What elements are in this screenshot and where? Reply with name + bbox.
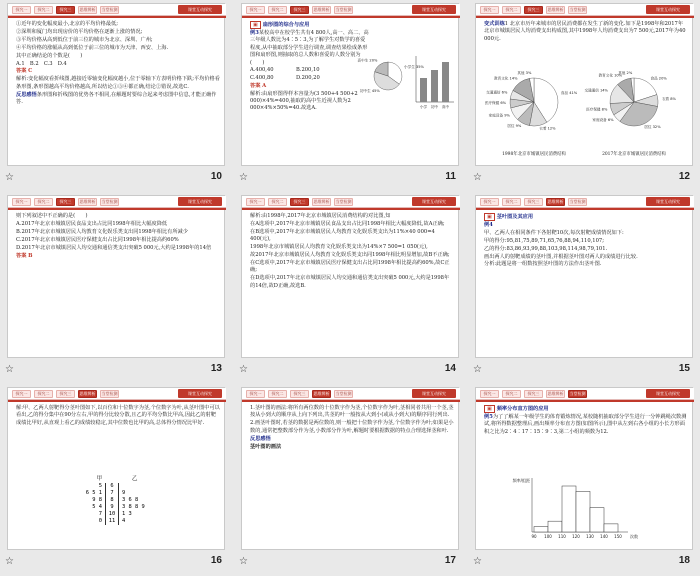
pie-2017-label: 居住 32% [644,125,661,130]
stem-leaf-row [68,483,145,490]
tab-5[interactable]: 当堂检测 [101,391,118,396]
star-icon[interactable]: ☆ [239,172,248,183]
page-number: 10 [210,171,222,182]
text-line: 在B选项中,2017年北京市城镇居民人均教育文化娱乐类支出为11%×40 000=4 400(元), [250,228,435,243]
pie-1998-label: 交通通信 6% [486,90,508,95]
nav-tabs [12,6,119,14]
answer: 答案 C [16,68,33,75]
slide-canvas[interactable] [241,195,459,358]
pie-1998-label: 食品 41% [560,91,578,96]
stem-leaf-right: 9 [122,490,126,496]
slide-footer [234,168,466,188]
text-line: 甲的得分:95,81,75,89,71,65,76,88,94,110,107; [484,237,604,244]
nav-tabs [246,198,353,206]
brand-button[interactable]: 课堂互动探究 [412,197,456,206]
page-number: 12 [678,171,690,182]
star-icon[interactable]: ☆ [473,172,482,183]
text-line: 则下列叙述中不正确的是( ) [16,213,88,219]
analysis-text: 解析:变化幅度看折线图,越接近零轴变化幅度越小,位于零轴下方表明价格下跌;平均价格看条形图,条形图越高平均价格越高,所以结论①③④都正确,结论②错误,故选C. [16,76,220,90]
slide-canvas[interactable] [241,3,459,166]
option-4: D.200,20 [296,74,320,81]
text-line: ④平均价格的涨幅从高到低位于前三位的城市为天津、西安、上海. [16,44,169,51]
slide-content [484,21,688,44]
slide-footer [0,360,232,380]
tab-3[interactable]: 探究三 [524,390,543,398]
bar [420,78,427,102]
tab-2[interactable]: 探究二 [34,198,53,206]
pie-1998-label: 医疗保健 6% [484,100,507,105]
tab-2[interactable]: 探究二 [34,390,53,398]
section-heading [250,21,370,29]
slide-content [484,213,688,269]
tab-4[interactable]: 思维辨析 [547,391,564,396]
brand-button[interactable]: 课堂互动探究 [412,5,456,14]
example-paragraph [484,21,688,43]
brand-button[interactable]: 课堂互动探究 [412,389,456,398]
slide-content [16,405,220,428]
pie-label: 初中生 45% [359,89,380,94]
stem-leaf-row [68,490,145,497]
example-text: 为了了解某一年级学生的体育锻炼情况,某校随机抽取部分学生进行一分钟跳绳次数测试,将所得数据整理后,画出频率分布直方图(如图所示),图中从左到右各小组的小长方形面积之比为2∶4∶17∶15∶9∶3,第二小组的频数为12. [484,413,687,435]
page-number: 18 [678,555,690,566]
analysis [16,76,220,91]
slide-topbar [242,196,460,208]
star-icon[interactable]: ☆ [239,364,248,375]
text-line: B.2017年北京市城镇居民人均教育文化娱乐类支出同1998年相比有所减少 [16,228,188,235]
tab-5[interactable]: 当堂检测 [569,391,586,396]
slide-topbar [8,388,226,400]
stem-leaf-left: 6 5 1 [85,490,102,496]
tab-3[interactable]: 探究三 [524,6,543,14]
section-heading [484,213,688,221]
stem-leaf-row [68,504,145,511]
page-number: 15 [678,363,690,374]
reflection-head: 茎叶图的画法 [250,443,282,450]
slide-footer [0,552,232,572]
hist-tick-label: 120 [572,534,580,539]
slide-topbar [476,196,694,208]
hist-bar [590,508,604,532]
chart-svg [357,42,456,112]
stem-leaf-stem: 8 [105,497,119,504]
nav-tabs [246,6,353,14]
example-paragraph [484,414,688,436]
stem-leaf-stem: 9 [105,504,119,511]
star-icon[interactable]: ☆ [5,364,14,375]
slide-13 [0,192,232,384]
slide-12 [468,0,700,192]
example-title: 例5 [484,413,493,420]
analysis [250,91,370,113]
hist-tick-label: 90 [531,534,537,539]
hist-tick-label: 110 [558,534,566,539]
slide-content [16,213,220,260]
analysis-text: 分析:此题是将一组数按照茎叶图的方法作出茎叶图. [484,261,602,268]
text-line: 2.画茎叶图时,若茎的数据是两位数的,则一般把十位数字作为茎,个位数字作为叶;如果是小数的,通常把整数部分作为茎,小数部分作为叶,解题时要根据数据的特点合理选择茎和叶. [250,420,454,434]
example-title: 例3 [250,29,259,36]
slide-topbar [8,4,226,16]
stem-leaf-left: 0 [98,518,102,524]
text-line: 在A选项中,2017年北京市城镇居民食品支出占比同1998年相比大幅度降低,故A正确; [250,220,445,227]
stem-leaf-right: 1 3 [122,511,132,517]
option-3: C.400,80 [250,74,274,81]
slide-footer [234,360,466,380]
slide-content [484,405,688,437]
bar-category-label: 初中 [430,105,439,109]
slide-18 [468,384,700,576]
nav-tabs [480,6,587,14]
answer: 答案 B [16,252,33,259]
page-number: 17 [444,555,456,566]
pie-2017-label: 家庭设备 6% [592,118,614,123]
stem-leaf-row [68,518,145,525]
bar [442,62,449,102]
reflection-title: 反思感悟 [250,435,271,442]
slide-canvas[interactable] [475,3,693,166]
section-heading-text: 扇形图的综合与应用 [262,22,310,28]
tab-4[interactable]: 思维辨析 [79,391,96,396]
stem-leaf-plot [68,476,145,525]
brand-button[interactable]: 课堂互动探究 [646,5,690,14]
pie-2017-label: 教育文化 10% [598,73,623,78]
example-text: 1 北京市历年来城市的居民消费都在发生了新的变化.如下是1998年和2017年北京市城镇居民人均消费支出构成图,其中1998年人均消费支出为7 500元,2017年为40 000元. [484,21,686,42]
text-line: 其中正确结论的个数是( ) [16,52,83,59]
text-line: C.2017年北京市城镇居民医疗保健支出占比同1998年相比提高约60% [16,236,179,243]
section-icon: ▣ [484,213,495,221]
tab-5[interactable]: 当堂检测 [569,199,586,204]
slide-topbar [476,4,694,16]
tab-4[interactable]: 思维辨析 [79,199,96,204]
reflection-title: 反思感悟 [16,91,37,98]
header-divider [8,208,226,210]
hist-bar [604,524,618,532]
tab-1[interactable]: 探究一 [480,6,499,14]
tab-3[interactable]: 探究三 [56,198,75,206]
tab-3[interactable]: 探究三 [524,198,543,206]
analysis [484,261,688,268]
section-heading-text: 频率分布直方图的应用 [496,406,549,412]
stem-leaf-left: 5 4 [92,504,102,510]
tab-1[interactable]: 探究一 [480,198,499,206]
tab-2[interactable]: 探究二 [502,198,521,206]
text-line: 1.茎叶图的画法:将所有两位数的十位数字作为茎,个位数字作为叶,茎相同者共用一个茎,茎按从小到大的顺序从上向下列出,共茎的叶一般按从大到小(或从小到大)的顺序同行列出. [250,405,454,419]
slide-footer [468,552,700,572]
stem-leaf-right-header: 乙 [132,476,138,482]
tab-1[interactable]: 探究一 [12,198,31,206]
tab-4[interactable]: 思维辨析 [313,199,330,204]
page-number: 16 [210,555,222,566]
slide-footer [468,168,700,188]
bar-category-label: 高中 [441,105,450,109]
brand-button[interactable]: 课堂互动探究 [646,389,690,398]
stem-leaf-right: 3 8 8 9 [122,504,145,510]
header-divider [242,16,460,18]
stem-leaf-header [68,476,145,483]
tab-1[interactable]: 探究一 [480,390,499,398]
slide-content [250,213,454,291]
hist-tick-label: 140 [600,534,608,539]
stem-leaf-row [68,497,145,504]
pie-2017-label: 食品 20% [650,76,667,81]
text-line: 乙的得分:83,86,93,99,88,103,98,114,98,79,101. [484,245,608,252]
reflection [250,436,454,443]
tab-5[interactable]: 当堂检测 [335,199,352,204]
header-divider [8,16,226,18]
slide-footer [0,168,232,188]
answer: 答案 A [250,82,267,89]
page-number: 11 [445,171,456,182]
hist-ylabel: 频率/组距 [512,478,530,483]
hist-bar [534,527,548,532]
pie-2017-label: 医疗保健 8% [586,107,608,112]
tab-5[interactable]: 当堂检测 [101,7,118,12]
text-line: A.1 B.2 C.3 D.4 [16,60,67,67]
star-icon[interactable]: ☆ [5,556,14,567]
consumption-charts-svg [484,60,688,160]
hist-tick-label: 150 [614,534,622,539]
tab-3[interactable]: 探究三 [290,390,309,398]
hist-xlabel: 次数 [630,534,638,539]
pie-2017-caption: 2017年北京市城镇居民消费结构 [602,152,666,157]
stem-leaf-left-header: 甲 [96,476,102,482]
tab-2[interactable]: 探究二 [502,390,521,398]
reflection-text: 条形图和折线图的优势各不相同,在解题时要综合起来考虑图中信息,才能正确作答. [16,91,217,106]
tab-4[interactable]: 思维辨析 [79,7,96,12]
tab-1[interactable]: 探究一 [12,390,31,398]
stem-leaf-stem: 6 [105,483,119,490]
slide-15 [468,192,700,384]
example-paragraph [250,30,370,67]
section-heading [484,405,688,413]
pie-1998-label: 其他 3% [517,71,532,76]
pie-2017-label: 其他 2% [618,71,633,76]
star-icon[interactable]: ☆ [239,556,248,567]
bar-category-label: 小学 [419,105,428,109]
tab-1[interactable]: 探究一 [12,6,31,14]
slide-canvas[interactable] [475,195,693,358]
tab-5[interactable]: 当堂检测 [335,7,352,12]
option-1: A.400,40 [250,67,274,74]
text-line: 在D选项中,2017年北京市城镇居民人均交通和通信类支出突破5 000元,大约是1998年的14倍,故D正确,故选B. [250,275,450,289]
histogram-svg [512,474,638,544]
section-icon: ▣ [250,21,261,29]
star-icon[interactable]: ☆ [473,364,482,375]
text-line: 甲、乙两人在相同条件下各射靶10次,每次射靶成绩情况如下: [484,229,624,236]
tab-2[interactable]: 探究二 [34,6,53,14]
slide-content [250,405,454,451]
stem-leaf-right: 4 [122,518,126,524]
option-2: B.200,10 [296,67,320,74]
slide-canvas[interactable] [7,3,225,166]
text-line: 1998年北京市城镇居民人均教育文化娱乐类支出为14%×7 500=1 050(元), [250,244,428,251]
page-number: 14 [444,363,456,374]
pie-2017-label: 衣着 8% [661,97,676,102]
tab-3[interactable]: 探究三 [56,6,75,14]
tab-4[interactable]: 思维辨析 [313,7,330,12]
bar [431,70,438,102]
text-line: A.2017年北京市城镇居民食品支出占比同1998年相比大幅度降低 [16,220,168,227]
brand-button[interactable]: 课堂互动探究 [178,5,222,14]
slide-14 [234,192,466,384]
tab-3[interactable]: 探究三 [290,6,309,14]
tab-2[interactable]: 探究二 [268,390,287,398]
slide-17 [234,384,466,576]
example-paragraph [484,222,688,229]
stem-leaf-row [68,511,145,518]
tab-5[interactable]: 当堂检测 [335,391,352,396]
slide-canvas[interactable] [475,387,693,550]
hist-bar [562,486,576,532]
tab-1[interactable]: 探究一 [246,390,265,398]
slide-topbar [242,388,460,400]
tab-3[interactable]: 探究三 [56,390,75,398]
nav-tabs [480,198,587,206]
slide-footer [468,360,700,380]
slide-footer [234,552,466,572]
brand-button[interactable]: 课堂互动探究 [646,197,690,206]
stem-leaf-right: 3 6 8 [122,497,139,503]
nav-tabs [12,390,119,398]
text-line: 画出两人的射靶成绩的茎叶图,并根据茎叶图对两人的成绩进行比较. [484,253,638,260]
nav-tabs [246,390,353,398]
section-heading-text: 茎叶图及其应用 [496,214,534,220]
text-line: D.2017年北京市城镇居民人均交通和通信类支出突破5 000元,大约是1998年的14倍 [16,244,212,251]
header-divider [476,400,694,402]
pie-2017-label: 交通通信 14% [584,88,608,93]
slide-topbar [476,388,694,400]
brand-button[interactable]: 课堂互动探究 [178,197,222,206]
pie-1998-label: 居住 9% [507,123,522,128]
tab-5[interactable]: 当堂检测 [101,199,118,204]
slide-10 [0,0,232,192]
text-line: ②深圳和厦门均出现房价的平均价格在逐渐上涨的情况; [16,28,143,35]
tab-5[interactable]: 当堂检测 [569,7,586,12]
pie-1998-label: 教育文化 14% [494,76,518,81]
example-title: 例4 [484,221,493,228]
stem-leaf-left: 9 8 [92,497,102,503]
tab-3[interactable]: 探究三 [290,198,309,206]
brand-button[interactable]: 课堂互动探究 [178,389,222,398]
slide-16 [0,384,232,576]
nav-tabs [480,390,587,398]
stem-leaf-stem: 11 [105,518,119,525]
stem-leaf-left: 5 [98,483,102,489]
slide-content [250,21,370,113]
text-line: 故2017年北京市城镇居民人均教育文化娱乐类支出同1998年相比明显增加,故B不正确; [250,252,450,259]
example-text: 某校高中在校学生共有4 800人,高一、高二、高三年级人数比为4∶5∶3,为了解学生对数学的喜爱程度,从中抽取部分学生进行调查,调查结果绘成条形图和扇形图,则抽取的总人数和喜爱的人数分别为( ) [250,29,369,66]
star-icon[interactable]: ☆ [473,556,482,567]
pie-1998-label: 家庭设备 9% [488,113,510,118]
slide-topbar [8,196,226,208]
text-line: ③平均价格从高到低位于前三位的城市为北京、深圳、广州; [16,36,153,43]
tab-2[interactable]: 探究二 [268,6,287,14]
header-divider [476,208,694,210]
section-icon: ▣ [484,405,495,413]
header-divider [242,208,460,210]
stem-leaf-stem: 10 [105,511,119,518]
slide-canvas[interactable] [7,387,225,550]
tab-4[interactable]: 思维辨析 [313,391,330,396]
tab-1[interactable]: 探究一 [246,6,265,14]
hist-bar [576,491,590,532]
hist-tick-label: 130 [586,534,594,539]
analysis-text: 解析:由扇形图得样本容量为(3 500+4 500+2 000)×4%=400,抽取的高中生近视人数为2 000×4%×50%=40.故选A. [250,90,358,112]
text-line: 解:甲、乙两人射靶得分茎叶图如下,以百位和十位数字为茎,个位数字为叶,从茎叶图中可以看出,乙的得分集中在90分左右,甲的得分比较分散,且乙的平均分数比甲高,因此乙的射靶成绩比甲好,从直观上看乙的成绩较稳定,其中位数也比甲的高,总体得分情况比甲好. [16,405,220,426]
hist-tick-label: 100 [544,534,552,539]
text-line: 在C选项中,2017年北京市城镇居民医疗保健支出占比同1998年相比提高约60%,故C正确; [250,259,450,274]
pie-1998-label: 衣着 12% [539,126,556,131]
slide-canvas[interactable] [7,195,225,358]
header-divider [242,400,460,402]
tab-2[interactable]: 探究二 [502,6,521,14]
nav-tabs [12,198,119,206]
pie-1998-caption: 1998年北京市城镇居民消费结构 [502,152,566,157]
stem-leaf-left: 7 [98,511,102,517]
pie-label: 小学生 35% [404,64,424,69]
options [250,67,370,82]
text-line: ①近年的变化幅度最小,北京的平均价格最低; [16,21,118,27]
tab-4[interactable]: 思维辨析 [547,199,564,204]
pie-label: 高中生 20% [357,58,378,63]
slide-canvas[interactable] [241,387,459,550]
example-title: 变式训练 [484,21,505,27]
tab-2[interactable]: 探究二 [268,198,287,206]
text-line: 解析:由1998年,2017年北京市城镇居民消费结构的对比图,知 [250,213,391,219]
stem-leaf-stem: 7 [105,490,119,497]
tab-4[interactable]: 思维辨析 [547,7,564,12]
slide-topbar [242,4,460,16]
page-number: 13 [210,363,222,374]
header-divider [8,400,226,402]
star-icon[interactable]: ☆ [5,172,14,183]
hist-bar [548,521,562,532]
tab-1[interactable]: 探究一 [246,198,265,206]
header-divider [476,16,694,18]
slide-content [16,21,220,107]
reflection [16,92,220,107]
slide-11 [234,0,466,192]
